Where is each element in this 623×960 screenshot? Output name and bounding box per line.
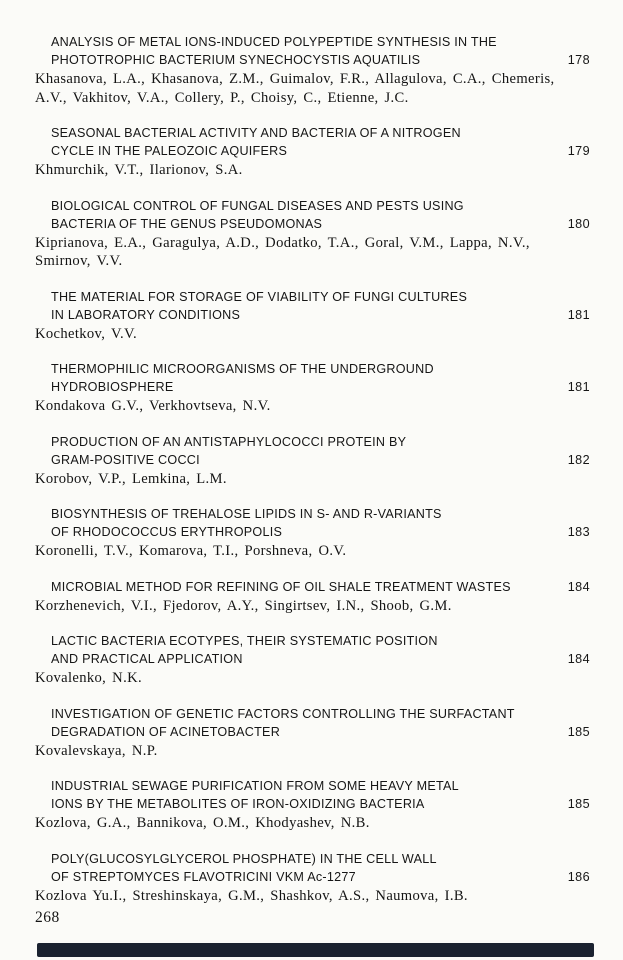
toc-entry bbox=[35, 578, 590, 616]
entry-title-line: ANALYSIS OF METAL IONS-INDUCED POLYPEPTIDE SYNTHESIS IN THE bbox=[51, 35, 497, 49]
entry-page-number: 185 bbox=[567, 797, 590, 811]
toc-entry bbox=[35, 777, 590, 833]
entry-title-line: CYCLE IN THE PALEOZOIC AQUIFERS bbox=[51, 144, 288, 158]
entry-page-number: 178 bbox=[567, 53, 590, 67]
entry-authors: Kochetkov, V.V. bbox=[35, 325, 137, 342]
toc-entries bbox=[35, 33, 590, 905]
toc-entry bbox=[35, 433, 590, 489]
entry-title-row bbox=[35, 433, 590, 469]
entry-authors: Kozlova Yu.I., Streshinskaya, G.M., Shashkov, A.S., Naumova, I.B. bbox=[35, 887, 468, 904]
entry-page-number: 179 bbox=[567, 144, 590, 158]
entry-title-row bbox=[35, 33, 590, 69]
entry-title-line: AND PRACTICAL APPLICATION bbox=[51, 652, 243, 666]
toc-entry bbox=[35, 124, 590, 180]
entry-title-row bbox=[35, 777, 590, 813]
toc-entry bbox=[35, 705, 590, 761]
entry-title-line: OF STREPTOMYCES FLAVOTRICINI VKM Ac-1277 bbox=[51, 869, 356, 884]
entry-title-row bbox=[35, 578, 590, 596]
entry-title-line: LACTIC BACTERIA ECOTYPES, THEIR SYSTEMATIC POSITION bbox=[51, 634, 438, 648]
entry-authors: Korzhenevich, V.I., Fjedorov, A.Y., Singirtsev, I.N., Shoob, G.M. bbox=[35, 597, 452, 614]
entry-title-line: MICROBIAL METHOD FOR REFINING OF OIL SHALE TREATMENT WASTES bbox=[51, 579, 511, 594]
entry-authors: Kovalevskaya, N.P. bbox=[35, 742, 158, 759]
entry-page-number: 184 bbox=[567, 579, 590, 594]
entry-title-row bbox=[35, 288, 590, 324]
entry-authors: Kiprianova, E.A., Garagulya, A.D., Dodatko, T.A., Goral, V.M., Lappa, N.V., Smirnov, V.V. bbox=[35, 234, 530, 269]
toc-entry bbox=[35, 33, 590, 107]
entry-authors: Khmurchik, V.T., Ilarionov, S.A. bbox=[35, 162, 243, 178]
entry-title bbox=[35, 197, 464, 233]
entry-title bbox=[35, 33, 497, 69]
toc-entry bbox=[35, 288, 590, 344]
entry-page-number: 180 bbox=[567, 216, 590, 231]
entry-title bbox=[35, 288, 467, 324]
toc-entry bbox=[35, 632, 590, 688]
entry-title-line: POLY(GLUCOSYLGLYCEROL PHOSPHATE) IN THE CELL WALL bbox=[51, 851, 437, 866]
entry-title-line: BIOSYNTHESIS OF TREHALOSE LIPIDS IN S- AND R-VARIANTS bbox=[51, 507, 442, 521]
entry-title bbox=[35, 850, 437, 886]
entry-title bbox=[35, 360, 434, 396]
entry-title bbox=[35, 578, 511, 596]
entry-title-line: PRODUCTION OF AN ANTISTAPHYLOCOCCI PROTEIN BY bbox=[51, 434, 407, 449]
entry-title-line: THERMOPHILIC MICROORGANISMS OF THE UNDERGROUND bbox=[51, 362, 434, 376]
entry-title-line: PHOTOTROPHIC BACTERIUM SYNECHOCYSTIS AQUATILIS bbox=[51, 53, 421, 67]
entry-page-number: 182 bbox=[567, 452, 590, 467]
entry-title-line: BACTERIA OF THE GENUS PSEUDOMONAS bbox=[51, 216, 323, 231]
entry-title-row bbox=[35, 705, 590, 741]
toc-entry bbox=[35, 360, 590, 416]
entry-title-line: IN LABORATORY CONDITIONS bbox=[51, 307, 241, 322]
entry-page-number: 186 bbox=[567, 869, 590, 884]
entry-title-line: INDUSTRIAL SEWAGE PURIFICATION FROM SOME HEAVY METAL bbox=[51, 779, 459, 793]
entry-authors: Korobov, V.P., Lemkina, L.M. bbox=[35, 470, 227, 487]
entry-title-line: SEASONAL BACTERIAL ACTIVITY AND BACTERIA OF A NITROGEN bbox=[51, 126, 461, 140]
entry-page-number: 185 bbox=[567, 724, 590, 739]
entry-title-line: OF RHODOCOCCUS ERYTHROPOLIS bbox=[51, 525, 283, 539]
entry-title-row bbox=[35, 632, 590, 668]
entry-title-row bbox=[35, 850, 590, 886]
entry-page-number: 184 bbox=[567, 652, 590, 666]
toc-entry bbox=[35, 505, 590, 561]
toc-entry bbox=[35, 197, 590, 271]
entry-authors: Kozlova, G.A., Bannikova, O.M., Khodyashev, N.B. bbox=[35, 815, 370, 831]
entry-title-line: INVESTIGATION OF GENETIC FACTORS CONTROLLING THE SURFACTANT bbox=[51, 706, 515, 721]
entry-title bbox=[35, 632, 438, 668]
entry-title bbox=[35, 124, 461, 160]
entry-title-row bbox=[35, 360, 590, 396]
entry-page-number: 181 bbox=[567, 380, 590, 394]
toc-entry bbox=[35, 850, 590, 906]
entry-title-line: IONS BY THE METABOLITES OF IRON-OXIDIZING BACTERIA bbox=[51, 797, 425, 811]
entry-title-line: BIOLOGICAL CONTROL OF FUNGAL DISEASES AND PESTS USING bbox=[51, 198, 464, 213]
page-number: 268 bbox=[35, 909, 60, 926]
entry-authors: Koronelli, T.V., Komarova, T.I., Porshneva, O.V. bbox=[35, 543, 347, 559]
scan-artifact-bar bbox=[37, 943, 594, 957]
entry-title-row bbox=[35, 505, 590, 541]
entry-title bbox=[35, 777, 459, 813]
entry-title-line: HYDROBIOSPHERE bbox=[51, 380, 174, 394]
entry-authors: Kondakova G.V., Verkhovtseva, N.V. bbox=[35, 398, 271, 414]
entry-authors: Khasanova, L.A., Khasanova, Z.M., Guimalov, F.R., Allagulova, C.A., Chemeris, A.V., Vakhitov, V.A., Collery, P., Choisy, C., Etienne, J.C. bbox=[35, 71, 555, 106]
entry-title bbox=[35, 505, 442, 541]
entry-title bbox=[35, 705, 515, 741]
entry-title-line: GRAM-POSITIVE COCCI bbox=[51, 452, 200, 467]
entry-page-number: 183 bbox=[567, 525, 590, 539]
entry-title-line: DEGRADATION OF ACINETOBACTER bbox=[51, 724, 281, 739]
entry-title-row bbox=[35, 124, 590, 160]
entry-title bbox=[35, 433, 406, 469]
entry-page-number: 181 bbox=[567, 307, 590, 322]
entry-title-row bbox=[35, 197, 590, 233]
entry-authors: Kovalenko, N.K. bbox=[35, 670, 142, 686]
entry-title-line: THE MATERIAL FOR STORAGE OF VIABILITY OF FUNGI CULTURES bbox=[51, 289, 468, 304]
